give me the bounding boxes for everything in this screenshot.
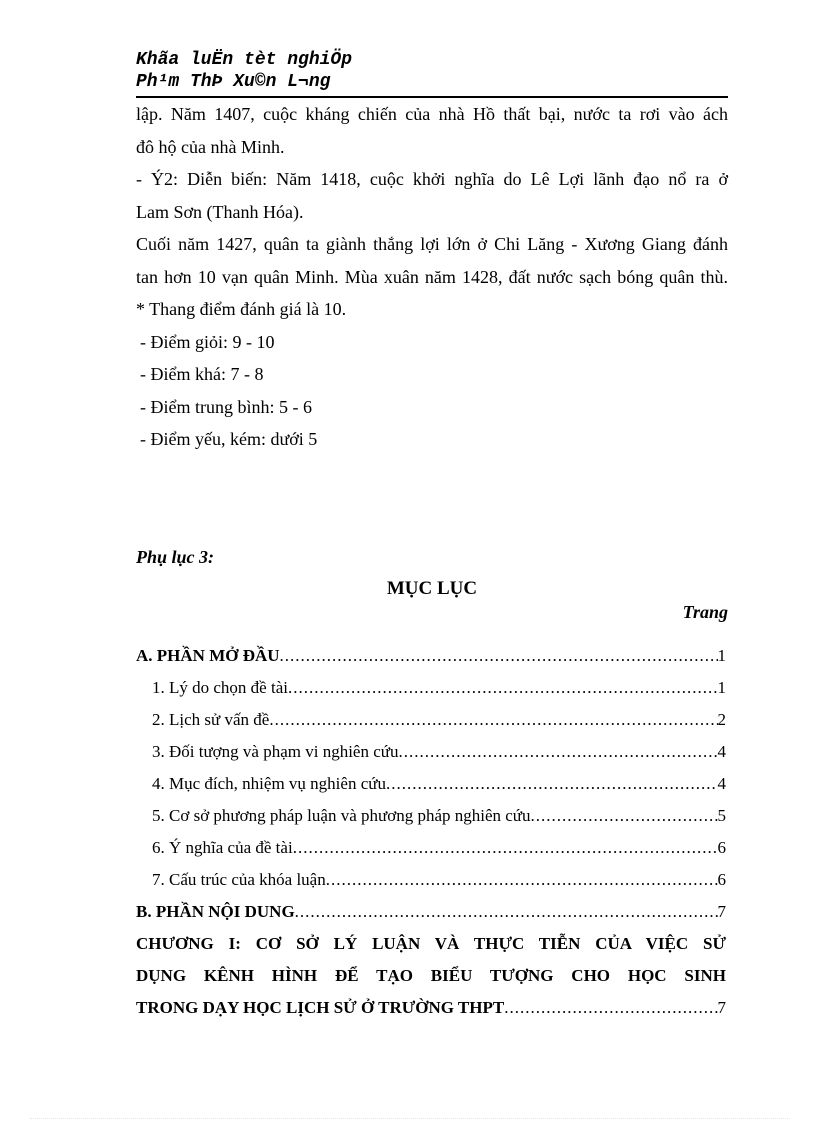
toc-entry-page: 5	[717, 806, 726, 825]
toc-entry-label: 5. Cơ sở phương pháp luận và phương pháp nghiên cứu	[152, 806, 531, 825]
page-header	[136, 49, 728, 98]
toc-entry[interactable]	[136, 832, 726, 864]
toc-entry-label: 1. Lý do chọn đề tài	[152, 678, 288, 697]
toc-entry-page: 4	[717, 774, 726, 793]
toc-leader	[504, 992, 717, 1024]
paragraph-line: Cuối năm 1427, quân ta giành thắng lợi lớn ở Chi Lăng - Xương Giang đánh	[136, 234, 728, 254]
toc-entry[interactable]	[136, 704, 726, 736]
toc-entry-page: 7	[717, 902, 726, 921]
toc-entry[interactable]	[136, 672, 726, 704]
toc-entry[interactable]	[136, 736, 726, 768]
paragraph-line: lập. Năm 1407, cuộc kháng chiến của nhà Hồ thất bại, nước ta rơi vào ách	[136, 104, 728, 124]
chapter-title-line[interactable]: CHƯƠNG I: CƠ SỞ LÝ LUẬN VÀ THỰC TIỄN CỦA VIỆC SỬ	[136, 934, 726, 953]
toc-entry[interactable]	[136, 800, 726, 832]
toc-leader	[531, 800, 718, 832]
toc-leader	[280, 640, 718, 672]
toc-entry-label: B. PHẦN NỘI DUNG	[136, 902, 295, 921]
paragraph-line: tan hơn 10 vạn quân Minh. Mùa xuân năm 1428, đất nước sạch bóng quân thù.	[136, 266, 728, 287]
toc-entry-label: A. PHẦN MỞ ĐẦU	[136, 646, 280, 665]
toc-leader	[269, 704, 717, 736]
toc-leader	[288, 672, 718, 704]
toc-entry[interactable]	[136, 864, 726, 896]
paragraph-line: - Ý2: Diễn biến: Năm 1418, cuộc khởi nghĩa do Lê Lợi lãnh đạo nổ ra ở	[136, 169, 728, 189]
toc-entry-label: 6. Ý nghĩa của đề tài	[152, 838, 293, 857]
toc-entry[interactable]	[136, 768, 726, 800]
grade-item: - Điểm yếu, kém: dưới 5	[140, 429, 318, 449]
toc-entry-label: 4. Mục đích, nhiệm vụ nghiên cứu	[152, 774, 386, 793]
toc-entry-label: 3. Đối tượng và phạm vi nghiên cứu	[152, 742, 399, 761]
toc-leader	[326, 864, 718, 896]
toc-entry-page: 1	[717, 646, 726, 665]
grading-scale-note: * Thang điểm đánh giá là 10.	[136, 299, 347, 319]
toc-heading: MỤC LỤC	[386, 578, 478, 599]
author-name: Ph¹m ThÞ Xu©n L¬ng	[136, 72, 331, 92]
paragraph-line: đô hộ của nhà Minh.	[136, 136, 285, 157]
toc-leader	[295, 896, 718, 928]
page-column-label: Trang	[682, 602, 728, 622]
toc-entry-page: 6	[717, 838, 726, 857]
paragraph-line: Lam Sơn (Thanh Hóa).	[136, 201, 304, 222]
table-of-contents	[136, 640, 726, 1024]
toc-entry[interactable]	[136, 896, 726, 928]
toc-entry[interactable]	[136, 640, 726, 672]
toc-entry-page: 2	[717, 710, 726, 729]
toc-entry-page: 4	[717, 742, 726, 761]
toc-leader	[399, 736, 718, 768]
body-text	[136, 98, 728, 456]
chapter-title-line[interactable]: DỤNG KÊNH HÌNH ĐỂ TẠO BIỂU TƯỢNG CHO HỌC SINH	[136, 966, 726, 985]
toc-entry-label: 7. Cấu trúc của khóa luận	[152, 870, 326, 889]
toc-entry-page: 7	[717, 998, 726, 1017]
thesis-title: Khãa luËn tèt nghiÖp	[136, 50, 353, 70]
footer-divider	[30, 1118, 790, 1119]
toc-leader	[293, 832, 718, 864]
toc-leader	[386, 768, 718, 800]
grade-item: - Điểm giỏi: 9 - 10	[140, 331, 275, 352]
toc-entry[interactable]	[136, 992, 726, 1024]
chapter-title-line: TRONG DẠY HỌC LỊCH SỬ Ở TRƯỜNG THPT	[136, 998, 505, 1017]
toc-entry-label: 2. Lịch sử vấn đề	[152, 710, 270, 729]
toc-entry-page: 6	[717, 870, 726, 889]
appendix-label: Phụ lục 3:	[136, 547, 215, 567]
grade-item: - Điểm trung bình: 5 - 6	[140, 396, 312, 417]
toc-entry-page: 1	[717, 678, 726, 697]
grade-item: - Điểm khá: 7 - 8	[140, 364, 264, 384]
